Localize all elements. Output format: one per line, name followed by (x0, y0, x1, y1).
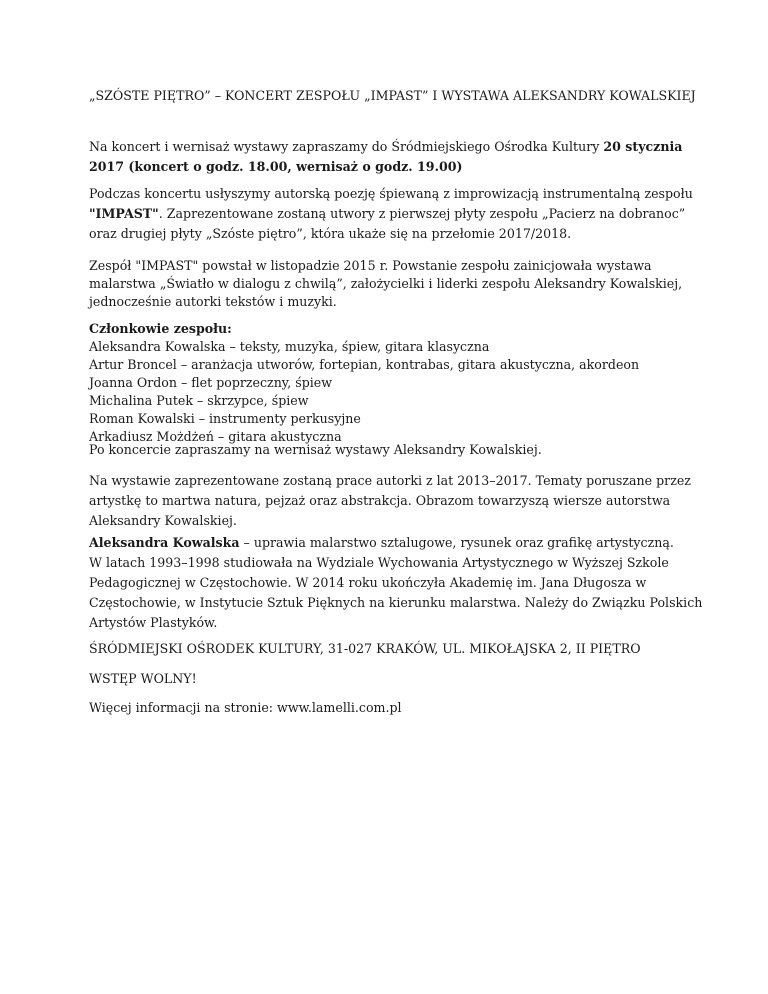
concert-line-1: Podczas koncertu usłyszymy autorską poezję śpiewaną z improwizacją instrumentalną zespołu (89, 186, 693, 201)
exhibition-paragraph (89, 471, 689, 531)
history-line: jednocześnie autorki tekstów i muzyki. (89, 294, 337, 309)
intro-date-bold: 20 stycznia (603, 139, 683, 154)
concert-text: . Zaprezentowane zostaną utwory z pierwszej płyty zespołu „Pacierz na dobranoc” (158, 206, 686, 221)
member-item: Artur Broncel – aranżacja utworów, fortepian, kontrabas, gitara akustyczna, akordeon (89, 357, 640, 372)
entry-paragraph (89, 669, 689, 689)
bio-line-1 (89, 533, 689, 553)
venue-paragraph (89, 639, 689, 659)
intro-times-bold: 2017 (koncert o godz. 18.00, wernisaż o godz. 19.00) (89, 159, 463, 174)
bio-intro-text: – uprawia malarstwo sztalugowe, rysunek oraz grafikę artystyczną. (239, 535, 674, 550)
concert-line-2 (89, 204, 689, 224)
members-section (89, 320, 689, 446)
exhibition-line: Na wystawie zaprezentowane zostaną prace autorki z lat 2013–2017. Tematy poruszane przez (89, 473, 691, 488)
intro-line-1 (89, 137, 689, 157)
intro-line-2 (89, 157, 689, 177)
exhibition-line: artystkę to martwa natura, pejzaż oraz abstrakcja. Obrazom towarzyszą wiersze autorstwa (89, 493, 671, 508)
member-item: Joanna Ordon – flet poprzeczny, śpiew (89, 375, 333, 390)
venue-text: ŚRÓDMIEJSKI OŚRODEK KULTURY, 31-027 KRAKÓW, UL. MIKOŁAJSKA 2, II PIĘTRO (89, 641, 641, 656)
exhibition-line: Aleksandry Kowalskiej. (89, 513, 237, 528)
members-heading: Członkowie zespołu: (89, 321, 232, 336)
concert-paragraph (89, 184, 693, 244)
entry-text: WSTĘP WOLNY! (89, 671, 197, 686)
member-item: Michalina Putek – skrzypce, śpiew (89, 393, 309, 408)
more-info-paragraph (89, 698, 689, 718)
bio-line: Artystów Plastyków. (89, 615, 218, 630)
bio-line: W latach 1993–1998 studiowała na Wydziale Wychowania Artystycznego w Wyższej Szkole (89, 555, 669, 570)
document-title: „SZÓSTE PIĘTRO” – KONCERT ZESPOŁU „IMPAST” I WYSTAWA ALEKSANDRY KOWALSKIEJ (89, 88, 696, 103)
more-info-text: Więcej informacji na stronie: www.lamelli.com.pl (89, 700, 402, 715)
band-name-bold: "IMPAST" (89, 206, 159, 221)
band-history-paragraph (89, 257, 689, 311)
bio-name-bold: Aleksandra Kowalska (89, 535, 240, 550)
member-item: Arkadiusz Możdżeń – gitara akustyczna (89, 429, 342, 444)
bio-line: Pedagogicznej w Częstochowie. W 2014 roku ukończyła Akademię im. Jana Długosza w (89, 575, 647, 590)
after-concert-text: Po koncercie zapraszamy na wernisaż wystawy Aleksandry Kowalskiej. (89, 442, 542, 457)
after-concert-paragraph (89, 440, 689, 460)
intro-paragraph (89, 137, 689, 177)
bio-paragraph (89, 533, 703, 633)
concert-line-3: oraz drugiej płyty „Szóste piętro”, która ukaże się na przełomie 2017/2018. (89, 226, 572, 241)
history-line: malarstwa „Światło w dialogu z chwilą”, założycielki i liderki zespołu Aleksandry Kowalskiej, (89, 276, 683, 291)
intro-text: Na koncert i wernisaż wystawy zapraszamy do Śródmiejskiego Ośrodka Kultury (89, 139, 604, 154)
member-item: Aleksandra Kowalska – teksty, muzyka, śpiew, gitara klasyczna (89, 339, 490, 354)
bio-line: Częstochowie, w Instytucie Sztuk Pięknych na kierunku malarstwa. Należy do Związku Polskich (89, 595, 703, 610)
member-item: Roman Kowalski – instrumenty perkusyjne (89, 411, 361, 426)
history-line: Zespół "IMPAST" powstał w listopadzie 2015 r. Powstanie zespołu zainicjowała wystawa (89, 258, 652, 273)
